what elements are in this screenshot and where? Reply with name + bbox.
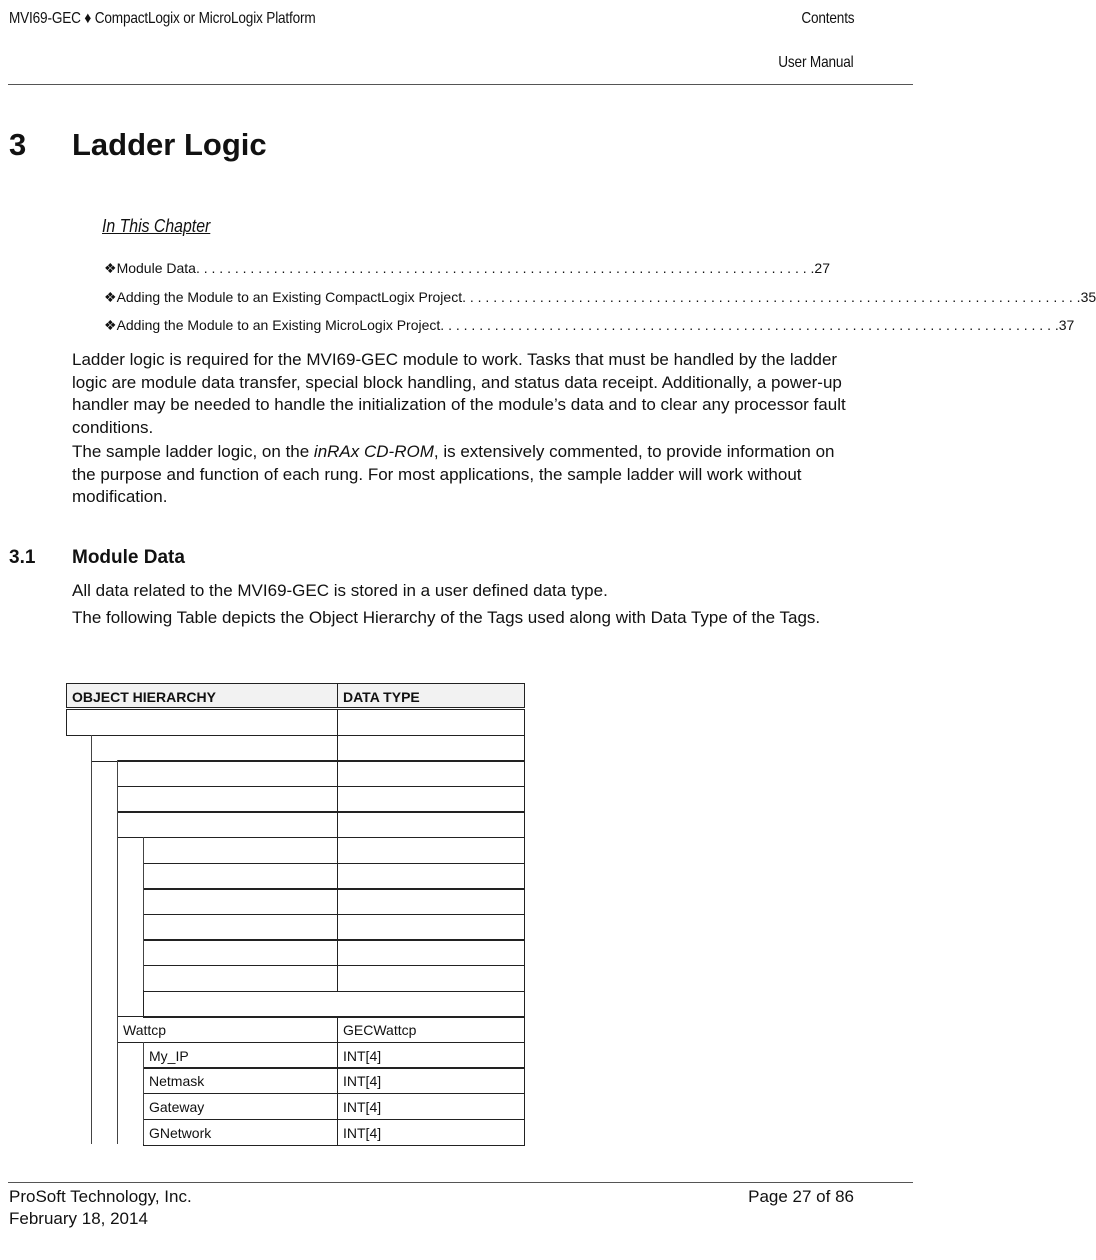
table-row — [143, 965, 525, 992]
header-doc-title: MVI69-GEC ♦ CompactLogix or MicroLogix Platform — [9, 10, 316, 27]
table-row — [143, 939, 525, 966]
toc-entry[interactable] — [104, 317, 1075, 334]
row-data-type — [338, 736, 524, 761]
row-data-type — [338, 761, 524, 786]
row-name — [144, 966, 338, 991]
row-name: GNetwork — [144, 1120, 338, 1145]
row-name — [118, 761, 338, 786]
header-contents: Contents — [800, 10, 854, 27]
row-name — [144, 864, 338, 889]
bullet-icon: ❖ — [104, 317, 117, 333]
bullet-icon: ❖ — [104, 288, 117, 305]
row-data-type — [338, 915, 524, 940]
row-name — [144, 992, 524, 1017]
table-row — [143, 863, 525, 890]
toc-leader-dots: . . . . . . . . . . . . . . . . . . . . . . . . . . . . . . . . . . . . . . . . . . . . . . . . . . . . . . . . . . . . . . . . . . . . . . . . . . . . . . . . — [195, 260, 815, 276]
header-user-manual: User Manual — [778, 54, 854, 71]
sample-ladder-paragraph — [72, 441, 852, 509]
footer-divider — [8, 1182, 913, 1183]
section-title: Module Data — [72, 547, 185, 568]
row-data-type — [338, 889, 524, 914]
row-name: Netmask — [144, 1068, 338, 1093]
hierarchy-indent-line — [91, 735, 92, 1144]
section-number: 3.1 — [9, 547, 36, 568]
toc-entry-text[interactable]: Module Data — [116, 260, 196, 276]
row-data-type — [338, 812, 524, 837]
intro-paragraph: Ladder logic is required for the MVI69-GEC module to work. Tasks that must be handled by the ladder logic are module data transfer, special block handling, and status data receipt. Additionally, a power-up handler may be needed to handle the initialization of the module’s data and to clear any processor fault conditions. — [72, 350, 846, 437]
footer-date: February 18, 2014 — [9, 1209, 148, 1228]
row-data-type — [338, 710, 524, 735]
table-row — [143, 1119, 525, 1146]
row-data-type: INT[4] — [343, 1125, 382, 1141]
row-data-type — [338, 838, 524, 863]
chapter-number: 3 — [9, 127, 27, 162]
row-data-type — [338, 864, 524, 889]
hierarchy-indent-line — [143, 837, 144, 990]
table-row — [143, 1067, 525, 1094]
table-row — [66, 709, 525, 736]
row-name: My_IP — [144, 1043, 338, 1068]
row-data-type: INT[4] — [343, 1099, 382, 1115]
section-paragraph-1: All data related to the MVI69-GEC is stored in a user defined data type. — [72, 581, 608, 600]
toc-entry-text[interactable]: Adding the Module to an Existing CompactLogix Project — [116, 288, 463, 305]
row-name — [118, 787, 338, 812]
table-row — [143, 1093, 525, 1120]
row-name — [144, 940, 338, 965]
table-row — [117, 811, 525, 838]
row-data-type: GECWattcp — [343, 1022, 417, 1038]
table-row — [117, 1016, 525, 1043]
row-name — [92, 736, 338, 761]
table-row — [143, 991, 525, 1018]
bullet-icon: ❖ — [104, 260, 117, 276]
footer-page-number: Page 27 of 86 — [748, 1187, 854, 1206]
row-data-type: INT[4] — [343, 1048, 382, 1064]
row-name: Gateway — [144, 1094, 338, 1119]
table-row — [91, 735, 525, 762]
toc-entry[interactable] — [104, 288, 1096, 306]
row-name — [67, 710, 338, 735]
row-data-type — [338, 966, 524, 991]
toc-entry-text[interactable]: Adding the Module to an Existing MicroLogix Project — [116, 317, 441, 333]
table-row — [117, 760, 525, 787]
chapter-title: Ladder Logic — [72, 127, 267, 162]
hierarchy-indent-line — [143, 1042, 144, 1144]
toc-leader-dots: . . . . . . . . . . . . . . . . . . . . . . . . . . . . . . . . . . . . . . . . . . . . . . . . . . . . . . . . . . . . . . . . . . . . . . . . . . . . . . . . — [462, 288, 1081, 305]
toc-entry[interactable] — [104, 260, 830, 277]
table-row — [143, 1042, 525, 1069]
row-name: Wattcp — [118, 1017, 338, 1042]
table-row — [143, 914, 525, 941]
header-divider — [8, 84, 913, 85]
in-this-chapter-label: In This Chapter — [102, 216, 211, 236]
text: The sample ladder logic, on the — [72, 442, 314, 461]
footer-company: ProSoft Technology, Inc. — [9, 1187, 192, 1206]
table-row — [117, 786, 525, 813]
toc-page-number[interactable]: 37 — [1058, 317, 1075, 333]
table-header-row — [66, 683, 525, 708]
table-row — [143, 888, 525, 915]
toc-page-number[interactable]: 35 — [1080, 288, 1096, 305]
cd-rom-name: inRAx CD-ROM — [313, 442, 434, 461]
toc-leader-dots: . . . . . . . . . . . . . . . . . . . . . . . . . . . . . . . . . . . . . . . . . . . . . . . . . . . . . . . . . . . . . . . . . . . . . . . . . . . . . . . . — [440, 317, 1059, 333]
header-object-hierarchy: OBJECT HIERARCHY — [67, 684, 338, 707]
row-data-type — [338, 940, 524, 965]
row-data-type — [338, 787, 524, 812]
row-data-type: INT[4] — [343, 1073, 382, 1089]
toc-page-number[interactable]: 27 — [814, 260, 830, 276]
section-paragraph-2: The following Table depicts the Object Hierarchy of the Tags used along with Data Type of the Tags. — [72, 608, 821, 627]
text: , is extensively commented, to provide information on the purpose and function of each rung. For most applications, the sample ladder will work without modification. — [72, 442, 835, 506]
header-data-type: DATA TYPE — [343, 689, 420, 705]
row-name — [144, 889, 338, 914]
row-name — [144, 838, 338, 863]
hierarchy-indent-line — [117, 760, 118, 1144]
row-name — [118, 812, 338, 837]
row-name — [144, 915, 338, 940]
table-row — [143, 837, 525, 864]
